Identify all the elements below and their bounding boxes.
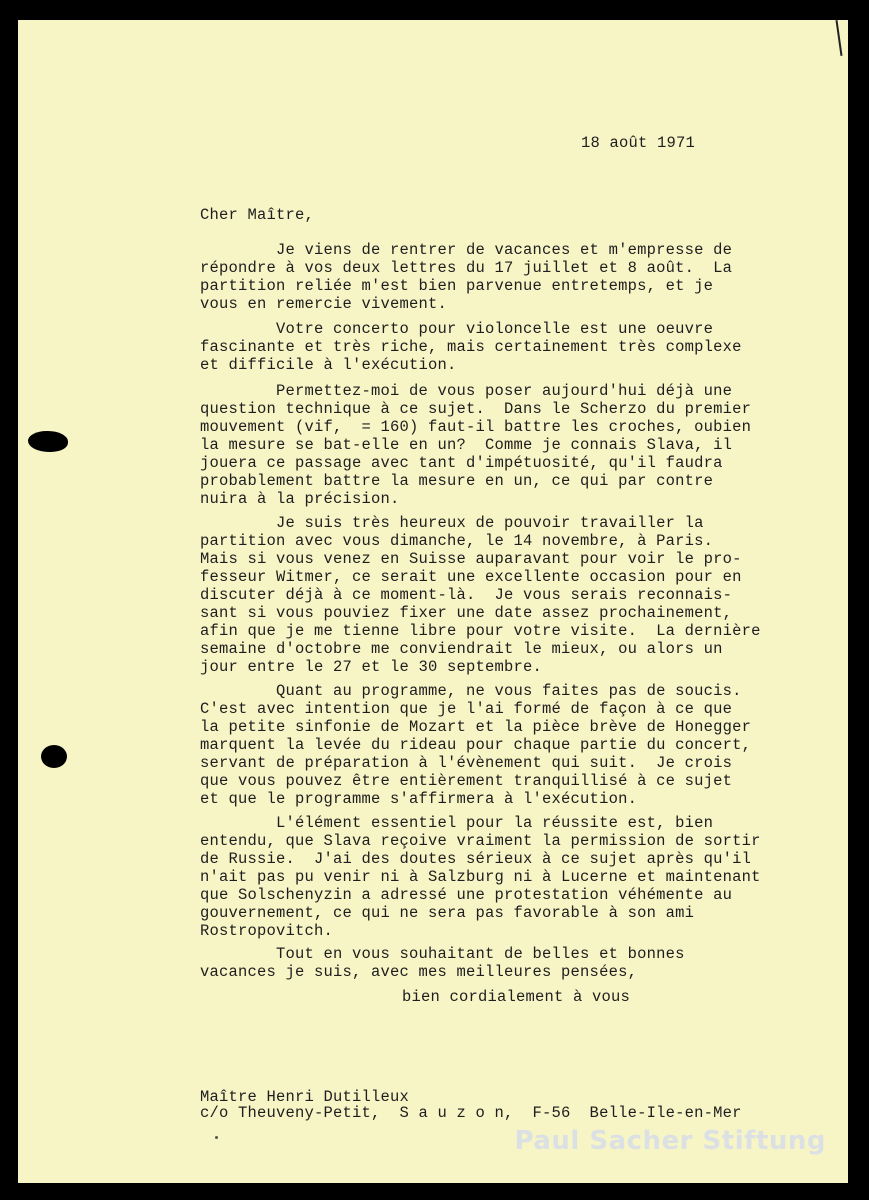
text-line: jouera ce passage avec tant d'impétuosité, qu'il faudra bbox=[200, 454, 723, 472]
text-line: question technique à ce sujet. Dans le Scherzo du premier bbox=[200, 400, 752, 418]
text-line: Rostropovitch. bbox=[200, 922, 334, 940]
text-line: de Russie. J'ai des doutes sérieux à ce sujet après qu'il bbox=[200, 850, 752, 868]
text-line: marquent la levée du rideau pour chaque partie du concert, bbox=[200, 736, 752, 754]
text-line: fesseur Witmer, ce serait une excellente occasion pour en bbox=[200, 568, 742, 586]
paragraph-4 bbox=[200, 514, 820, 676]
paragraph-7 bbox=[200, 945, 820, 981]
corner-mark bbox=[836, 20, 843, 56]
text-line: que Solschenyzin a adressé une protestation véhémente au bbox=[200, 886, 733, 904]
punch-hole-top bbox=[28, 431, 68, 452]
text-line: vous en remercie vivement. bbox=[200, 295, 448, 313]
text-line: vacances je suis, avec mes meilleures pensées, bbox=[200, 963, 638, 981]
text-line: Je viens de rentrer de vacances et m'empresse de bbox=[200, 241, 733, 259]
text-line: discuter déjà à ce moment-là. Je vous serais reconnais- bbox=[200, 586, 733, 604]
text-line: Tout en vous souhaitant de belles et bonnes bbox=[200, 945, 685, 963]
text-line: sant si vous pouviez fixer une date assez prochainement, bbox=[200, 604, 733, 622]
text-line: Mais si vous venez en Suisse auparavant pour voir le pro- bbox=[200, 550, 742, 568]
text-line: Quant au programme, ne vous faites pas de soucis. bbox=[200, 682, 742, 700]
text-line: et que le programme s'affirmera à l'exécution. bbox=[200, 790, 638, 808]
paragraph-3 bbox=[200, 382, 820, 508]
text-line: C'est avec intention que je l'ai formé de façon à ce que bbox=[200, 700, 733, 718]
closing: bien cordialement à vous bbox=[402, 988, 631, 1006]
address-line-1: Maître Henri Dutilleux bbox=[200, 1088, 410, 1106]
paragraph-6 bbox=[200, 814, 820, 940]
text-line: semaine d'octobre me conviendrait le mieux, ou alors un bbox=[200, 640, 723, 658]
text-line: la mesure se bat-elle en un? Comme je connais Slava, il bbox=[200, 436, 733, 454]
text-line: Je suis très heureux de pouvoir travailler la bbox=[200, 514, 704, 532]
text-line: probablement battre la mesure en un, ce qui par contre bbox=[200, 472, 714, 490]
punch-hole-bottom bbox=[41, 745, 67, 768]
text-line: jour entre le 27 et le 30 septembre. bbox=[200, 658, 543, 676]
archive-watermark: Paul Sacher Stiftung bbox=[514, 1126, 826, 1156]
salutation: Cher Maître, bbox=[200, 206, 315, 224]
text-line: partition avec vous dimanche, le 14 novembre, à Paris. bbox=[200, 532, 714, 550]
text-line: et difficile à l'exécution. bbox=[200, 356, 457, 374]
letter-date: 18 août 1971 bbox=[581, 134, 696, 152]
ink-speck bbox=[215, 1136, 218, 1139]
text-line: mouvement (vif, = 160) faut-il battre les croches, oubien bbox=[200, 418, 752, 436]
text-line: afin que je me tienne libre pour votre visite. La dernière bbox=[200, 622, 761, 640]
address-line-2: c/o Theuveny-Petit, S a u z o n, F-56 Belle-Ile-en-Mer bbox=[200, 1104, 742, 1122]
text-line: gouvernement, ce qui ne sera pas favorable à son ami bbox=[200, 904, 695, 922]
text-line: répondre à vos deux lettres du 17 juillet et 8 août. La bbox=[200, 259, 733, 277]
paragraph-1 bbox=[200, 241, 820, 313]
text-line: L'élément essentiel pour la réussite est, bien bbox=[200, 814, 714, 832]
text-line: fascinante et très riche, mais certainement très complexe bbox=[200, 338, 742, 356]
paragraph-5 bbox=[200, 682, 820, 808]
text-line: Permettez-moi de vous poser aujourd'hui déjà une bbox=[200, 382, 733, 400]
text-line: n'ait pas pu venir ni à Salzburg ni à Lucerne et maintenant bbox=[200, 868, 761, 886]
text-line: entendu, que Slava reçoive vraiment la permission de sortir bbox=[200, 832, 761, 850]
text-line: servant de préparation à l'évènement qui suit. Je crois bbox=[200, 754, 733, 772]
paragraph-2 bbox=[200, 320, 820, 374]
text-line: partition reliée m'est bien parvenue entretemps, et je bbox=[200, 277, 714, 295]
text-line: nuira à la précision. bbox=[200, 490, 400, 508]
letter-page bbox=[18, 20, 848, 1183]
text-line: la petite sinfonie de Mozart et la pièce brève de Honegger bbox=[200, 718, 752, 736]
text-line: que vous pouvez être entièrement tranquillisé à ce sujet bbox=[200, 772, 733, 790]
text-line: Votre concerto pour violoncelle est une oeuvre bbox=[200, 320, 714, 338]
